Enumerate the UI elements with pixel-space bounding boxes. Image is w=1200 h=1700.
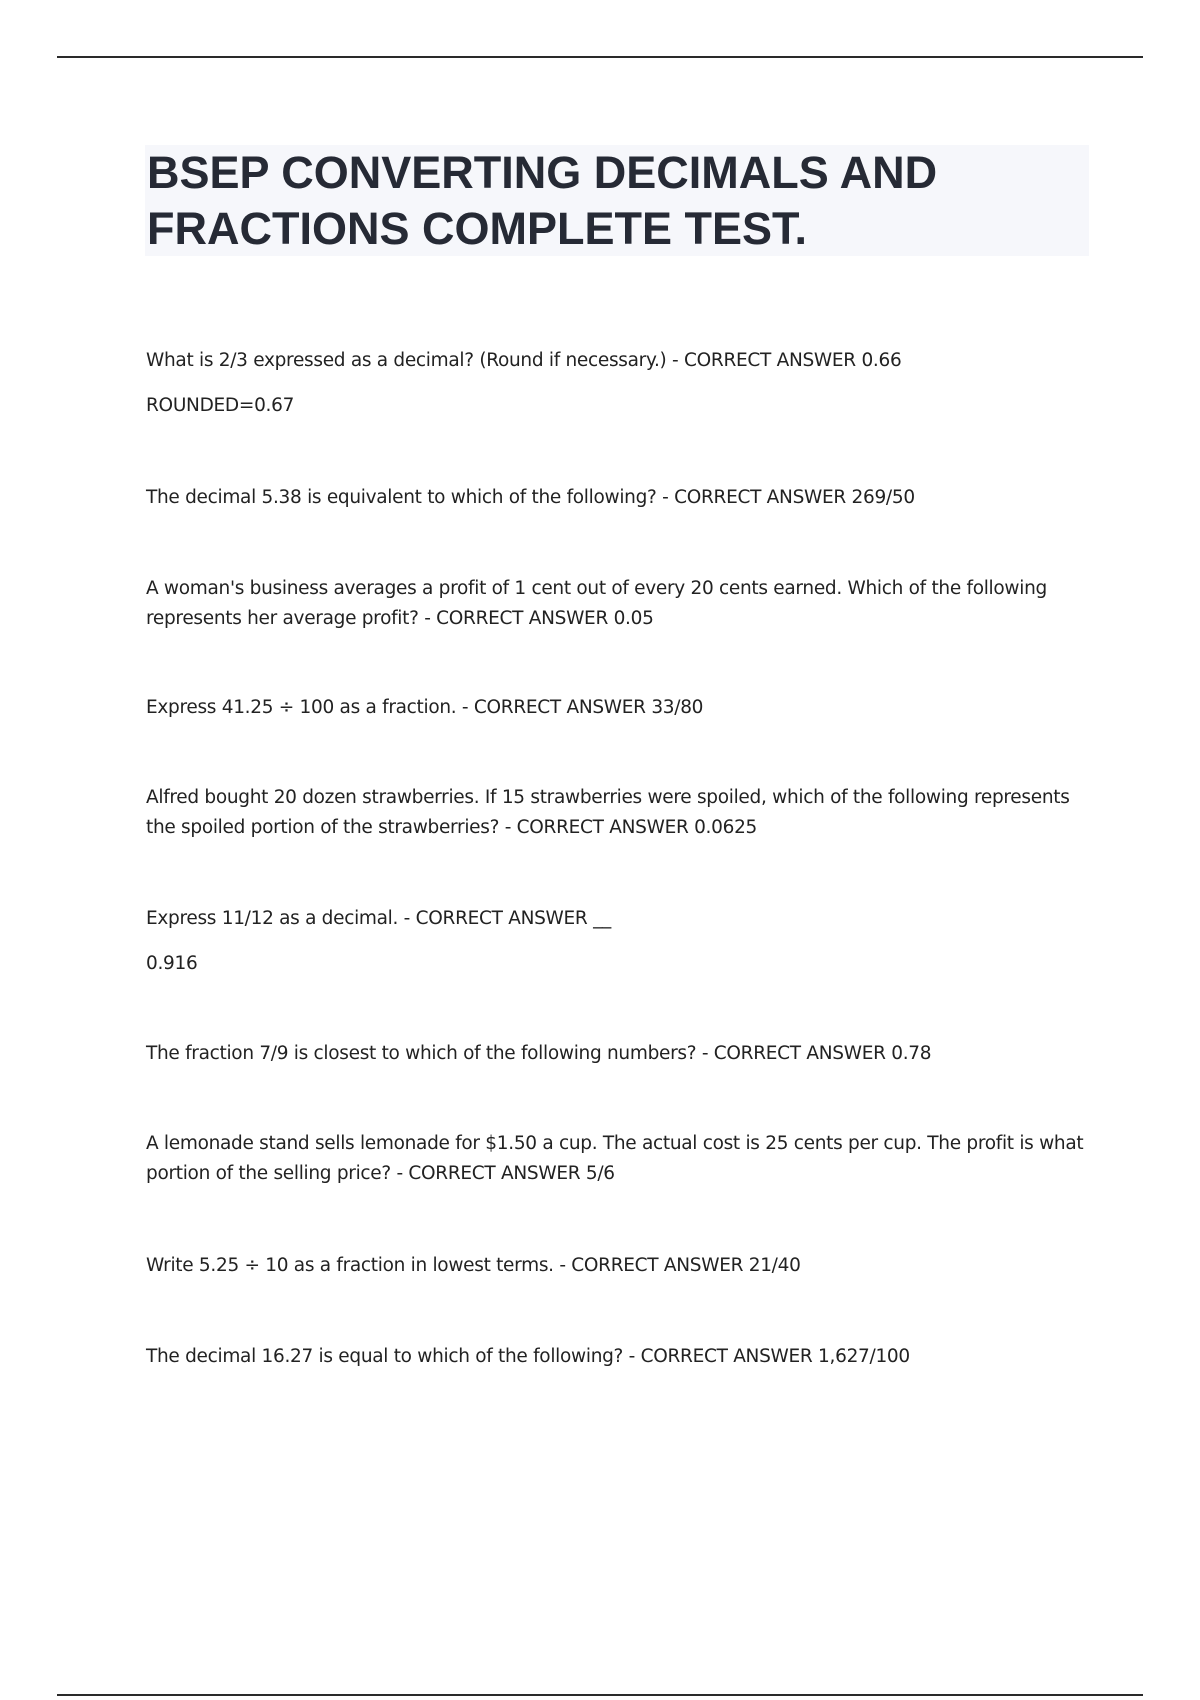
question-text: A woman's business averages a profit of 1 cent out of every 20 cents earned. Which of the following represents her average profit? - CORRECT ANSWER 0.05 [146, 578, 1047, 629]
question-text: Express 41.25 ÷ 100 as a fraction. - CORRECT ANSWER 33/80 [146, 697, 704, 718]
question-text: What is 2/3 expressed as a decimal? (Round if necessary.) - CORRECT ANSWER 0.66 [146, 350, 902, 371]
question-item-4 [146, 693, 1086, 723]
question-text: The decimal 16.27 is equal to which of the following? - CORRECT ANSWER 1,627/100 [146, 1346, 910, 1367]
answer-continuation: ROUNDED=0.67 [146, 395, 295, 416]
answer-continuation: 0.916 [146, 953, 198, 974]
question-text: Express 11/12 as a decimal. - CORRECT ANSWER __ [146, 908, 611, 929]
question-text: The fraction 7/9 is closest to which of the following numbers? - CORRECT ANSWER 0.78 [146, 1043, 932, 1064]
question-item-6 [146, 904, 1086, 979]
question-text: Write 5.25 ÷ 10 as a fraction in lowest terms. - CORRECT ANSWER 21/40 [146, 1255, 801, 1276]
question-item-8 [146, 1129, 1086, 1189]
question-text: A lemonade stand sells lemonade for $1.50 a cup. The actual cost is 25 cents per cup. The profit is what portion of the selling price? - CORRECT ANSWER 5/6 [146, 1133, 1084, 1184]
question-item-7 [146, 1039, 1086, 1069]
question-text: Alfred bought 20 dozen strawberries. If 15 strawberries were spoiled, which of the following represents the spoiled portion of the strawberries? - CORRECT ANSWER 0.0625 [146, 787, 1070, 838]
question-item-1 [146, 346, 1086, 421]
document-title: BSEP CONVERTING DECIMALS AND FRACTIONS COMPLETE TEST. [147, 147, 938, 254]
question-item-2 [146, 483, 1086, 513]
header-rule [57, 56, 1143, 58]
question-item-10 [146, 1342, 1086, 1372]
title-block [145, 145, 1089, 256]
question-item-9 [146, 1251, 1086, 1281]
question-item-3 [146, 574, 1086, 634]
question-text: The decimal 5.38 is equivalent to which of the following? - CORRECT ANSWER 269/50 [146, 487, 915, 508]
question-item-5 [146, 783, 1086, 843]
footer-rule [57, 1694, 1143, 1696]
